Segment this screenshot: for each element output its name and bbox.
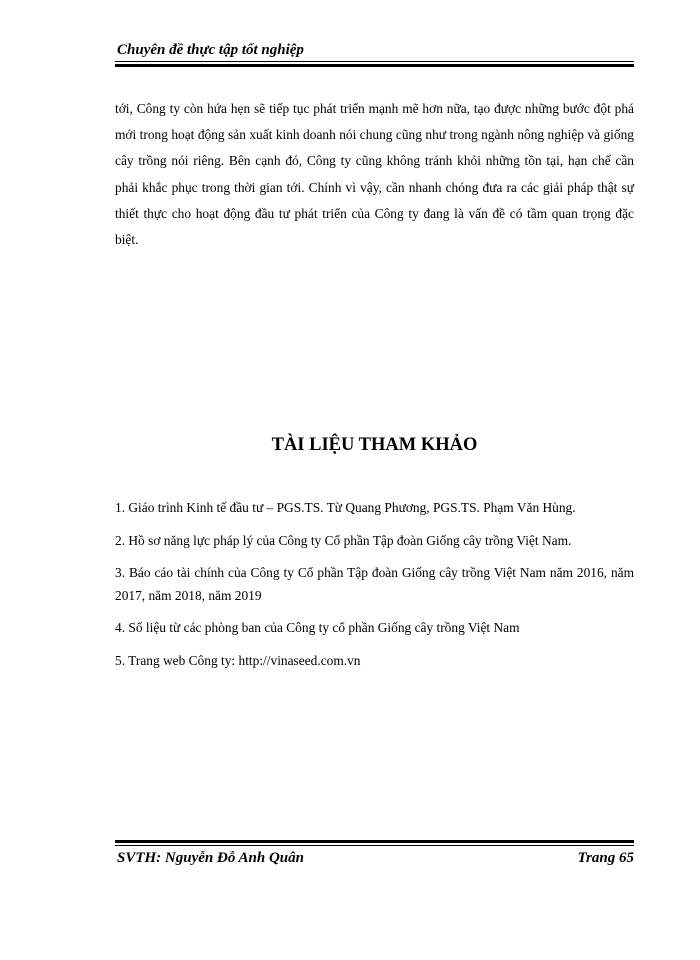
page-number: Trang 65	[577, 850, 634, 866]
header-rule	[115, 61, 634, 67]
body-paragraph: tới, Công ty còn hứa hẹn sẽ tiếp tục phát triển mạnh mẽ hơn nữa, tạo được những bước đột phá mới trong hoạt động sản xuất kinh doanh nói chung cũng như trong ngành nông nghiệp và giống cây trồng nói riêng. Bên cạnh đó, Công ty cũng không tránh khỏi những tồn tại, hạn chế cần phải khắc phục trong thời gian tới. Chính vì vậy, cần nhanh chóng đưa ra các giải pháp thật sự thiết thực cho hoạt động đầu tư phát triển của Công ty đang là vấn đề có tầm quan trọng đặc biệt.	[115, 101, 634, 248]
reference-item: 5. Trang web Công ty: http://vinaseed.com.vn	[115, 652, 361, 668]
footer-rule	[115, 840, 634, 846]
footer-author: SVTH: Nguyễn Đỗ Anh Quân	[117, 850, 304, 866]
reference-item: 4. Số liệu từ các phòng ban của Công ty cổ phần Giống cây trồng Việt Nam	[115, 620, 520, 635]
header-title: Chuyên đề thực tập tốt nghiệp	[117, 42, 304, 58]
references-heading: TÀI LIỆU THAM KHẢO	[271, 435, 478, 455]
references-list	[115, 497, 634, 682]
reference-item: 1. Giáo trình Kinh tế đầu tư – PGS.TS. Từ Quang Phương, PGS.TS. Phạm Văn Hùng.	[115, 500, 576, 515]
reference-item: 3. Báo cáo tài chính của Công ty Cổ phần Tập đoàn Giống cây trồng Việt Nam năm 2016, năm 2017, năm 2018, năm 2019	[115, 565, 634, 603]
reference-item: 2. Hồ sơ năng lực pháp lý của Công ty Cổ phần Tập đoàn Giống cây trồng Việt Nam.	[115, 532, 572, 548]
